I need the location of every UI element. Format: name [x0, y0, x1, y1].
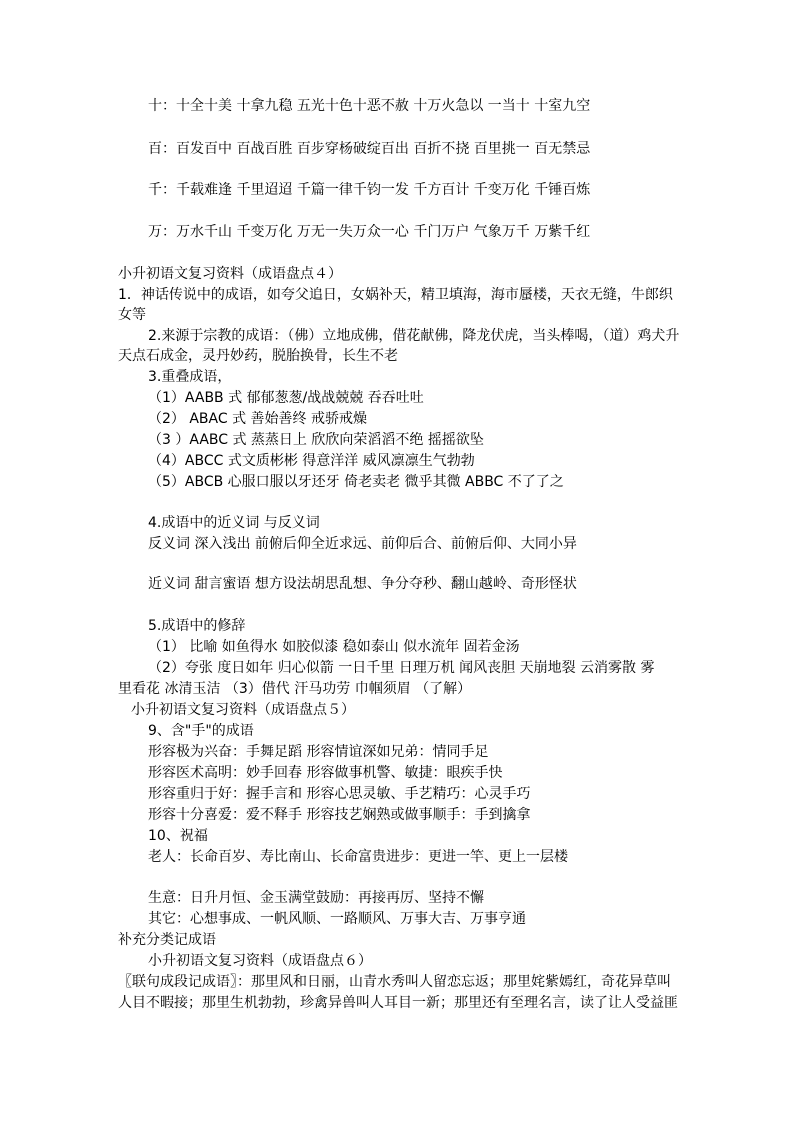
aabc-idioms: （3 ）AABC 式 蒸蒸日上 欣欣向荣滔滔不绝 摇摇欲坠 [148, 432, 484, 448]
blessing-heading: 10、祝福 [148, 828, 208, 844]
myth-idioms-line-cont: 女等 [118, 307, 146, 323]
reduplicated-idioms-heading: 3.重叠成语， [148, 369, 232, 385]
numeral-idioms-wan: 万：万水千山 千变万化 万无一失万众一心 千门万户 气象万千 万紫千红 [148, 224, 591, 240]
abcc-idioms: （4）ABCC 式文质彬彬 得意洋洋 威风凛凛生气勃勃 [148, 453, 475, 469]
aabb-idioms: （1）AABB 式 郁郁葱葱/战战兢兢 吞吞吐吐 [148, 390, 424, 406]
blessing-business: 生意：日升月恒、金玉满堂鼓励：再接再厉、坚持不懈 [148, 890, 484, 906]
paragraph-idioms-line: 〖联句成段记成语〗：那里风和日丽，山青水秀叫人留恋忘返；那里姹紫嫣红，奇花异草叫 [118, 974, 671, 990]
synonym-antonym-heading: 4.成语中的近义词 与反义词 [148, 515, 320, 531]
hyperbole-idioms-cont: 里看花 冰清玉洁 （3）借代 汗马功劳 巾帼须眉 （了解） [118, 681, 472, 697]
abcb-idioms: （5）ABCB 心服口服以牙还牙 倚老卖老 微乎其微 ABBC 不了了之 [148, 474, 564, 490]
numeral-idioms-bai: 百：百发百中 百战百胜 百步穿杨破绽百出 百折不挠 百里挑一 百无禁忌 [148, 141, 591, 157]
supplementary-heading: 补充分类记成语 [118, 932, 216, 948]
numeral-idioms-qian: 千：千载难逢 千里迢迢 千篇一律千钧一发 千方百计 千变万化 千锤百炼 [148, 182, 591, 198]
paragraph-idioms-line-cont: 人目不暇接；那里生机勃勃，珍禽异兽叫人耳目一新；那里还有至理名言，读了让人受益匪 [118, 995, 678, 1011]
metaphor-idioms: （1） 比喻 如鱼得水 如胶似漆 稳如泰山 似水流年 固若金汤 [148, 639, 520, 655]
hand-idioms-line: 形容极为兴奋：手舞足蹈 形容情谊深如兄弟：情同手足 [148, 744, 489, 760]
hand-idioms-heading: 9、含"手"的成语 [148, 723, 254, 739]
hand-idioms-line: 形容十分喜爱：爱不释手 形容技艺娴熟或做事顺手：手到擒拿 [148, 807, 531, 823]
blessing-other: 其它：心想事成、一帆风顺、一路顺风、万事大吉、万事亨通 [148, 911, 526, 927]
section-heading-4: 小升初语文复习资料（成语盘点４） [118, 266, 342, 282]
synonym-idioms: 近义词 甜言蜜语 想方设法胡思乱想、争分夺秒、翻山越岭、奇形怪状 [148, 576, 577, 592]
hand-idioms-line: 形容重归于好：握手言和 形容心思灵敏、手艺精巧：心灵手巧 [148, 786, 531, 802]
section-heading-6: 小升初语文复习资料（成语盘点６） [148, 953, 372, 969]
religion-idioms-line-cont: 天点石成金，灵丹妙药，脱胎换骨，长生不老 [118, 348, 398, 364]
hand-idioms-line: 形容医术高明：妙手回春 形容做事机警、敏捷：眼疾手快 [148, 765, 503, 781]
myth-idioms-line: 1．神话传说中的成语，如夸父追日，女娲补天，精卫填海，海市蜃楼，天衣无缝，牛郎织 [118, 287, 673, 303]
hyperbole-idioms: （2）夸张 度日如年 归心似箭 一日千里 日理万机 闻风丧胆 天崩地裂 云消雾散 雾 [148, 660, 655, 676]
section-heading-5: 小升初语文复习资料（成语盘点５） [131, 702, 355, 718]
blessing-elderly: 老人：长命百岁、寿比南山、长命富贵进步：更进一竿、更上一层楼 [148, 849, 568, 865]
abac-idioms: （2） ABAC 式 善始善终 戒骄戒燥 [148, 411, 367, 427]
antonym-idioms: 反义词 深入浅出 前俯后仰全近求远、前仰后合、前俯后仰、大同小异 [148, 536, 577, 552]
numeral-idioms-shi: 十：十全十美 十拿九稳 五光十色十恶不赦 十万火急以 一当十 十室九空 [148, 98, 591, 114]
religion-idioms-line: 2.来源于宗教的成语：（佛）立地成佛，借花献佛，降龙伏虎，当头棒喝，（道）鸡犬升 [148, 328, 680, 344]
rhetoric-heading: 5.成语中的修辞 [148, 618, 246, 634]
